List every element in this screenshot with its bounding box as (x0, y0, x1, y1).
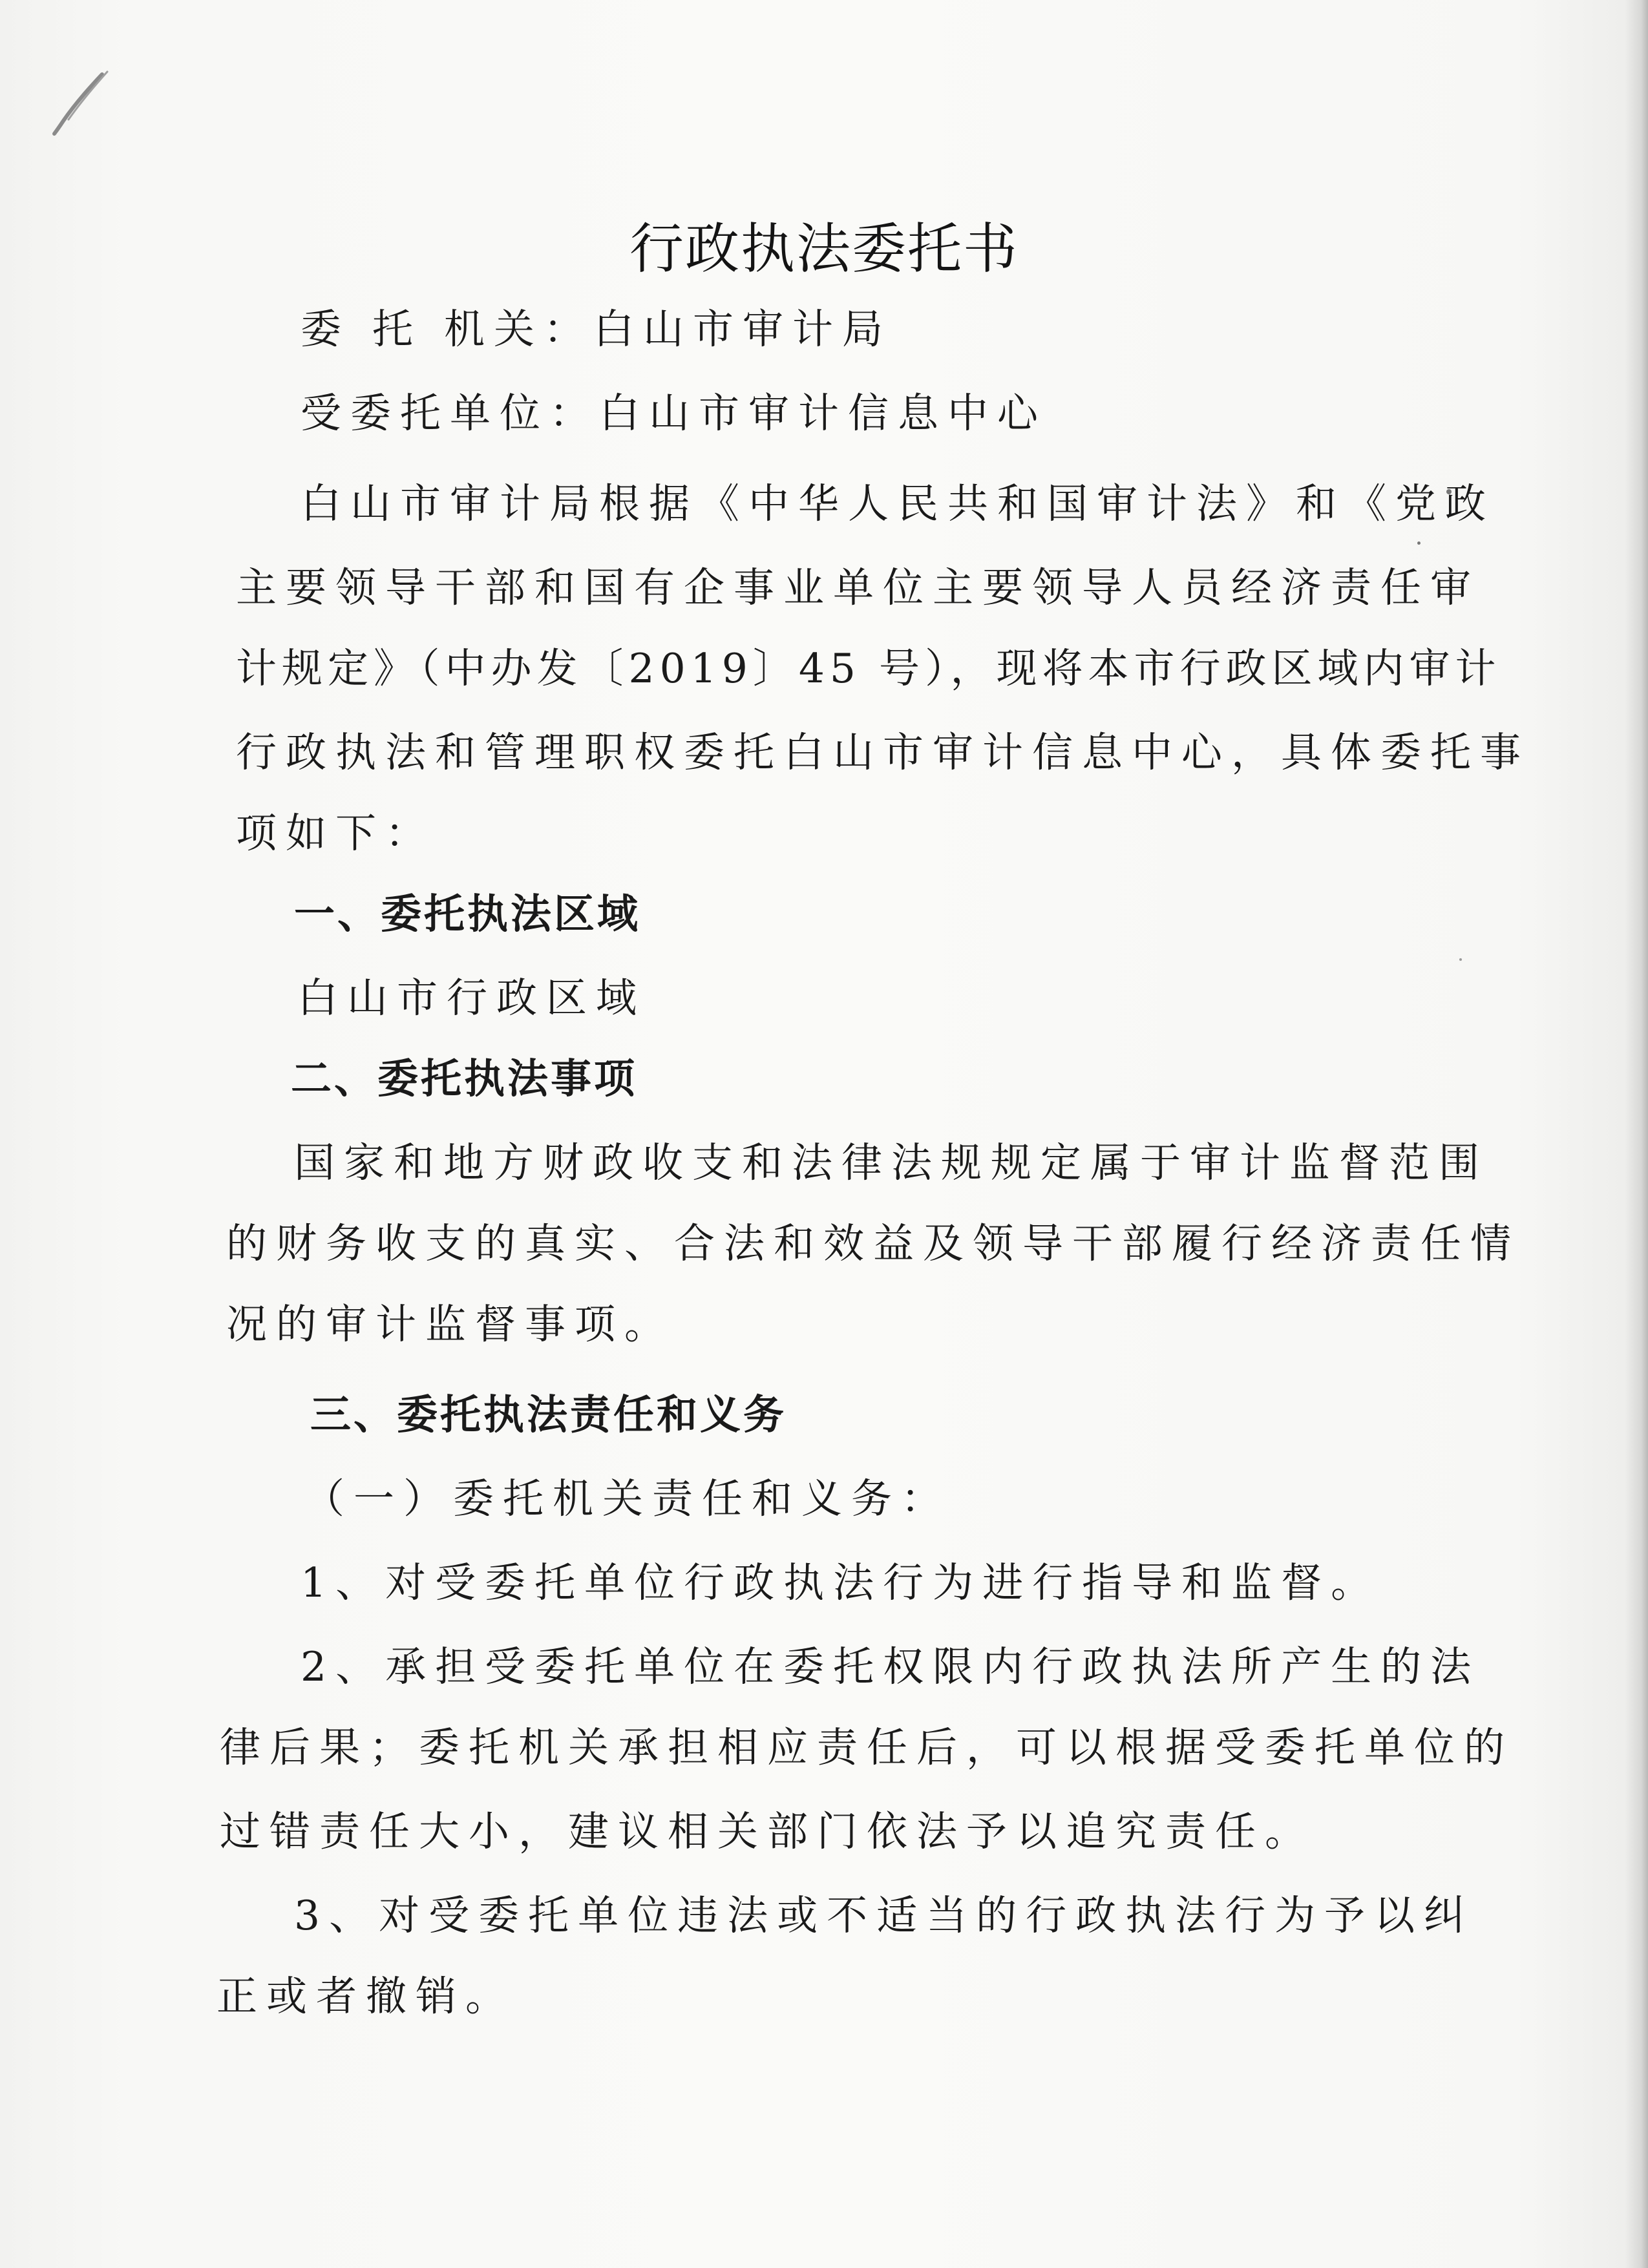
section-1-heading: 一、委托执法区域 (294, 890, 640, 938)
section-3-item-3-line-2: 正或者撤销。 (217, 1973, 515, 2020)
intro-line-4: 行政执法和管理职权委托白山市审计信息中心，具体委托事 (236, 729, 1530, 776)
intro-line-3: 计规定》（中办发〔2019〕45 号），现将本市行政区域内审计 (236, 645, 1501, 692)
entrusting-agency-label: 委 托 机关： (301, 306, 594, 353)
intro-line-2: 主要领导干部和国有企事业单位主要领导人员经济责任审 (236, 564, 1480, 611)
section-2-body-line-3: 况的审计监督事项。 (226, 1301, 674, 1348)
document-title: 行政执法委托书 (629, 217, 1019, 280)
section-3-item-2-line-3: 过错责任大小，建议相关部门依法予以追究责任。 (220, 1808, 1315, 1855)
entrusting-agency-value: 白山市审计局 (593, 306, 893, 353)
entrusting-agency-row (301, 304, 892, 355)
entrusted-unit-row (301, 388, 1047, 439)
section-3-item-2-line-2: 律后果；委托机关承担相应责任后，可以根据受委托单位的 (220, 1724, 1514, 1771)
section-3-subheading: （一）委托机关责任和义务： (304, 1475, 951, 1522)
section-3-item-3-line-1: 3、对受委托单位违法或不适当的行政执法行为予以纠 (294, 1892, 1474, 1939)
section-2-body-line-2: 的财务收支的真实、合法和效益及领导干部履行经济责任情 (226, 1220, 1520, 1267)
entrusted-unit-value: 白山市审计信息中心 (599, 390, 1047, 437)
entrusted-unit-label: 受委托单位： (301, 390, 599, 437)
section-1-body: 白山市行政区域 (297, 974, 646, 1022)
section-2-heading: 二、委托执法事项 (291, 1055, 637, 1102)
section-2-body-line-1: 国家和地方财政收支和法律法规规定属于审计监督范围 (294, 1139, 1488, 1186)
intro-line-5: 项如下： (236, 810, 435, 857)
section-3-item-2-line-1: 2、承担受委托单位在委托权限内行政执法所产生的法 (301, 1643, 1481, 1690)
section-3-heading: 三、委托执法责任和义务 (310, 1391, 787, 1438)
section-3-item-1: 1、对受委托单位行政执法行为进行指导和监督。 (301, 1559, 1381, 1606)
intro-line-1: 白山市审计局根据《中华人民共和国审计法》和《党政 (301, 480, 1495, 527)
